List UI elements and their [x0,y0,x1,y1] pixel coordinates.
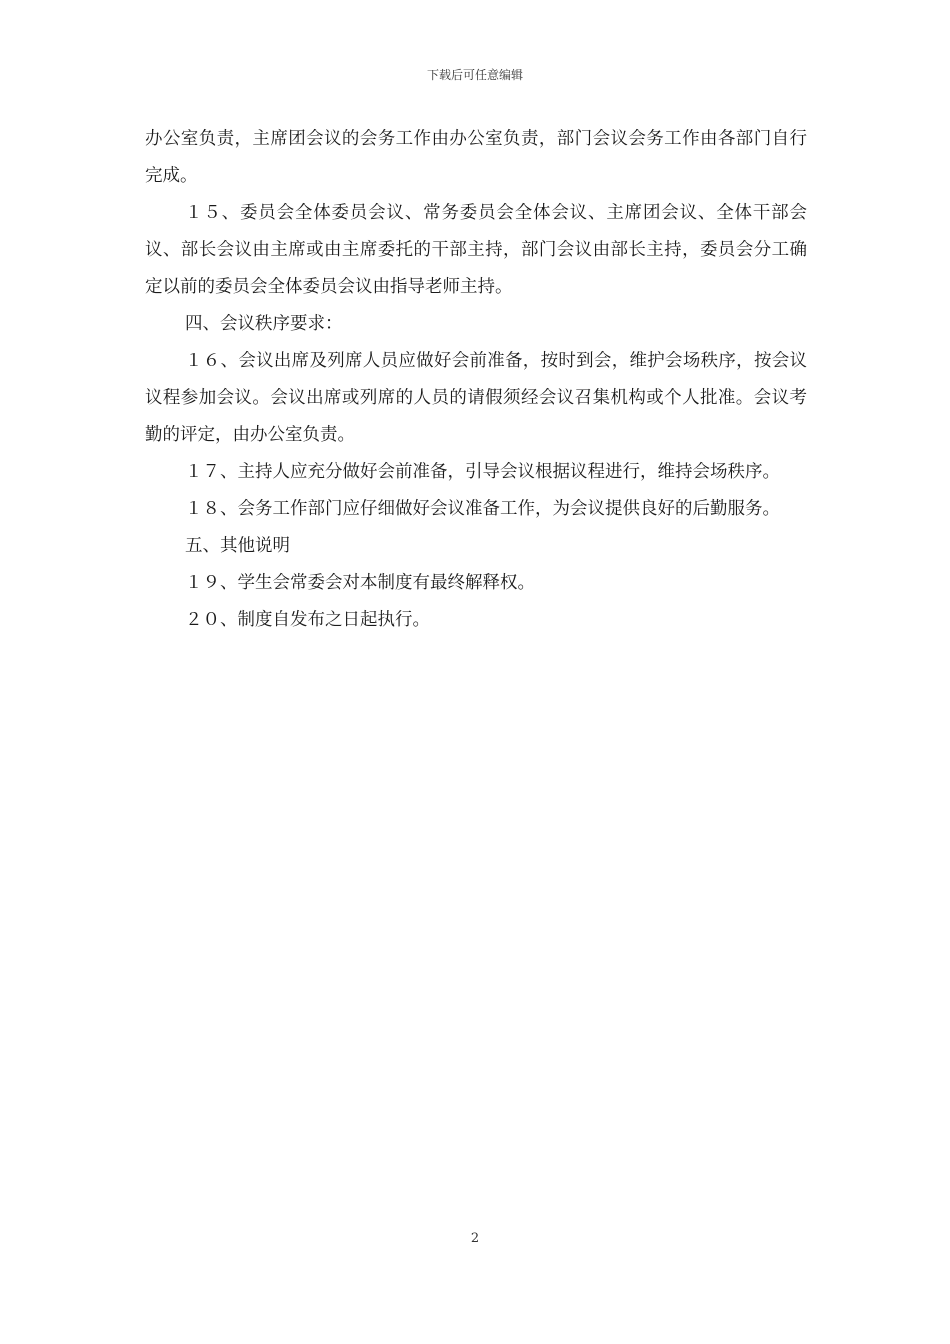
paragraph-item-15: １５、委员会全体委员会议、常务委员会全体会议、主席团会议、全体干部会议、部长会议由主席或由主席委托的干部主持，部门会议由部长主持，委员会分工确定以前的委员会全体委员会议由指导老师主持。 [145,203,807,297]
paragraph-item-16: １６、会议出席及列席人员应做好会前准备，按时到会，维护会场秩序，按会议议程参加会议。会议出席或列席的人员的请假须经会议召集机构或个人批准。会议考勤的评定，由办公室负责。 [145,351,807,445]
paragraph-item-19: １９、学生会常委会对本制度有最终解释权。 [185,573,535,593]
paragraph-item-17: １７、主持人应充分做好会前准备，引导会议根据议程进行，维持会场秩序。 [185,462,780,482]
section-heading-meeting-order: 四、会议秩序要求： [185,314,343,334]
paragraph-item-18: １８、会务工作部门应仔细做好会议准备工作，为会议提供良好的后勤服务。 [185,499,780,519]
document-body [145,121,807,639]
page-header: 下载后可任意编辑 [426,68,523,82]
paragraph-continuation: 办公室负责，主席团会议的会务工作由办公室负责，部门会议会务工作由各部门自行完成。 [145,129,807,186]
section-heading-other: 五、其他说明 [185,536,290,556]
page-number: 2 [470,1231,480,1246]
paragraph-item-20: ２０、制度自发布之日起执行。 [185,610,430,630]
